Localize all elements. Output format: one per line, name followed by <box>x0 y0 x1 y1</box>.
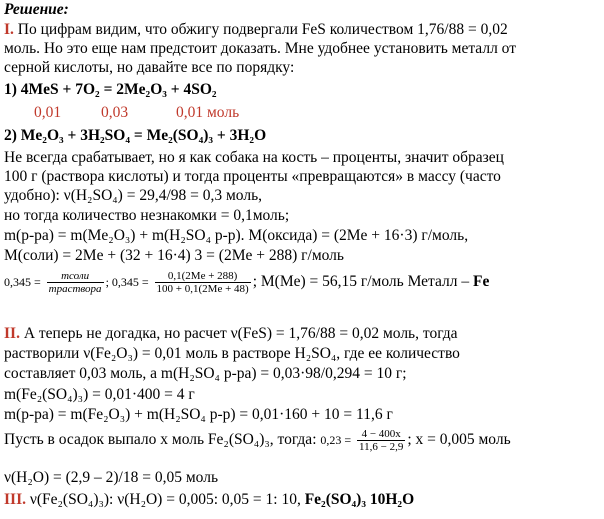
equation-1-value-c: 0,01 моль <box>176 104 240 121</box>
equation-2: 2) Me₂O₃ + 3H₂SO₄ = Me₂(SO₄)₃ + 3H₂O <box>4 127 267 144</box>
section-1-numeral: I. <box>4 21 14 38</box>
text-line: m(Fe₂(SO₄)₃) = 0,01·400 = 4 г <box>4 386 195 403</box>
ratio-text: ν(Fe₂(SO₄)₃): ν(H₂O) = 0,005: 0,05 = 1: 10, <box>25 491 301 508</box>
text-line: m(р-ра) = m(Fe₂O₃) + m(H₂SO₄ р-р) = 0,01·160 + 10 = 11,6 г <box>4 406 393 423</box>
metal-symbol: Fe <box>473 273 490 290</box>
text-line: ν(H₂O) = (2,9 – 2)/18 = 0,05 моль <box>4 469 219 486</box>
section-3-line <box>4 490 414 509</box>
fraction-2-denominator: 100 + 0,1(2Me + 48) <box>156 282 249 295</box>
fraction-line <box>4 426 511 454</box>
fraction-2-left: ; 0,345 = <box>105 275 149 289</box>
text-line: Не всегда срабатывает, но я как собака на кость – проценты, значит образец <box>4 149 504 166</box>
fraction-1-numerator: mсоли <box>47 270 104 283</box>
fraction-3 <box>357 428 405 453</box>
text-line: удобно): ν(H₂SO₄) = 29,4/98 = 0,3 моль, <box>4 187 263 204</box>
final-answer: Fe₂(SO₄)₃ 10H₂O <box>300 491 415 508</box>
text-line: M(соли) = 2Me + (32 + 16·4) 3 = (2Me + 288) г/моль <box>4 247 344 264</box>
section-2-numeral: II. <box>4 325 20 342</box>
precipitate-text: Пусть в осадок выпало x моль Fe₂(SO₄)₃, тогда: <box>4 431 317 448</box>
section-1-line-2: моль. Но это еще нам предстоит доказать. Мне удобнее установить металл от <box>4 40 516 57</box>
metal-result: ; M(Me) = 56,15 г/моль Металл – <box>252 273 470 290</box>
section-2-line-1 <box>4 324 458 343</box>
text-line: составляет 0,03 моль, а m(H₂SO₄ р-ра) = 0,03·98/0,294 = 10 г; <box>4 365 407 382</box>
text-line: m(р-ра) = m(Me₂O₃) + m(H₂SO₄ р-р). M(оксида) = (2Me + 16·3) г/моль, <box>4 227 469 244</box>
text-line: 100 г (раствора кислоты) и тогда проценты «превращаются» в массу (часто <box>4 168 501 185</box>
fraction-3-left: 0,23 = <box>320 433 352 447</box>
section-2-text: А теперь не догадка, но расчет ν(FeS) = 1,76/88 = 0,02 моль, тогда <box>19 325 458 342</box>
x-result: ; x = 0,005 моль <box>407 431 511 448</box>
text-line: растворили ν(Fe₂O₃) = 0,01 моль в растворе H₂SO₄, где ее количество <box>4 345 460 362</box>
equation-1-value-b: 0,03 <box>101 104 129 121</box>
fraction-2-numerator: 0,1(2Me + 288) <box>155 270 251 283</box>
fraction-2 <box>155 270 251 295</box>
fraction-3-numerator: 4 − 400x <box>357 428 405 441</box>
section-1-line-1 <box>4 20 508 39</box>
section-1-line-3: серной кислоты, но давайте все по порядку: <box>4 59 295 76</box>
fraction-3-denominator: 11,6 − 2,9 <box>359 440 404 453</box>
fraction-1-left: 0,345 = <box>4 275 41 289</box>
equation-1: 1) 4MeS + 7O₂ = 2Me₂O₃ + 4SO₂ <box>4 81 217 98</box>
solution-heading: Решение: <box>4 1 69 18</box>
fraction-line <box>4 269 489 295</box>
fraction-1-denominator: mраствора <box>48 282 102 295</box>
section-1-text: По цифрам видим, что обжигу подвергали FeS количеством 1,76/88 = 0,02 <box>13 21 508 38</box>
text-line: но тогда количество незнакомки = 0,1моль; <box>4 207 290 224</box>
section-3-numeral: III. <box>4 491 26 508</box>
equation-1-value-a: 0,01 <box>34 104 62 121</box>
fraction-1 <box>47 270 104 295</box>
